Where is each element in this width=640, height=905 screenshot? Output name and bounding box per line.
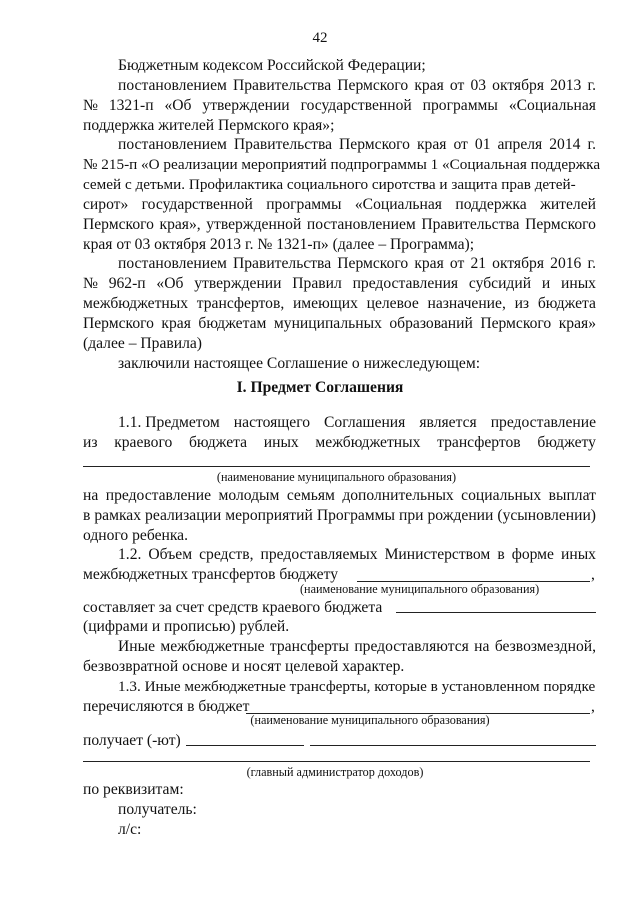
word: Правительства [421,216,520,233]
word: выплат [548,487,596,504]
word: целевое [366,295,419,312]
word: 1.2. [118,546,142,563]
word: средств, [199,546,254,563]
word: апреля [497,136,543,153]
text-line: составляет за счет средств краевого бюджета [83,599,383,616]
justified-line [118,135,596,155]
word: Правительства [233,77,332,94]
word: Пермского [337,255,409,272]
word: Программы [316,507,395,524]
justified-line [83,195,596,215]
word: дополнительных [342,487,454,504]
word: постановлением [118,136,227,153]
text-line: перечисляются в бюджет [83,698,250,715]
text-line: получатель: [118,801,197,818]
text-line: № 215-п «О реализации мероприятий подпрограммы 1 «Социальная поддержка [83,156,601,173]
text-line: заключили настоящее Соглашение о нижеследующем: [118,355,481,372]
word: бюджета [537,295,596,312]
word: «Социальная [508,97,596,114]
fill-in-line[interactable] [83,466,590,467]
word: муниципальных [273,315,382,332]
word: постановлением [118,255,227,272]
word: Министерством [384,546,491,563]
word: бюджета [188,434,248,451]
word: краевого [114,434,173,451]
word: Пермского [83,216,154,233]
page-number: 42 [312,30,328,46]
word: предоставляются [354,638,469,655]
word: края [161,315,191,332]
word: от [449,255,465,272]
word: края [414,77,444,94]
word: в [83,507,91,524]
word: бюджету [537,434,596,451]
word: субсидий [468,275,532,292]
word: в [497,546,505,563]
word: Правил [292,275,342,292]
text-line: поддержка жителей Пермского края»; [83,117,335,134]
word: утверждении [202,97,290,114]
text-line: одного ребенка. [83,527,188,544]
word: сирот» [83,196,129,213]
field-caption: (наименование муниципального образования) [250,713,490,727]
word: от [453,136,468,153]
justified-line [118,545,596,565]
word: 01 [474,136,491,153]
fill-in-line[interactable] [186,745,304,746]
word: бюджетам [198,315,267,332]
text-line: края от 03 октября 2013 г. № 1321-п» (далее – Программа); [83,236,475,253]
justified-line [118,254,596,274]
word: иных [561,275,596,292]
word: рождении [427,507,494,524]
comma: , [591,566,595,583]
justified-line [83,215,596,235]
word: из [83,434,98,451]
justified-line [118,76,596,96]
fill-in-line[interactable] [83,761,590,762]
word: предоставление [490,414,596,431]
word: форме [511,546,554,563]
justified-line [83,486,596,506]
word: Правительства [233,255,332,272]
word: 2013 [550,77,582,94]
text-line: по реквизитам: [83,781,184,798]
word: мероприятий [225,507,313,524]
word: жителей [540,196,596,213]
word: «Социальная [354,196,442,213]
text-line: получает (-ют) [83,732,181,749]
word: реализации [145,507,222,524]
word: № [83,97,98,114]
word: 2016 [550,255,582,272]
word: государственной [141,196,253,213]
word: октября [492,77,545,94]
word: постановлением [118,77,227,94]
field-caption: (главный администратор доходов) [246,765,424,779]
justified-line [83,274,596,294]
word: 03 [470,77,487,94]
justified-line [83,314,596,334]
word: Объем [148,546,193,563]
field-caption: (наименование муниципального образования) [216,470,457,484]
fill-in-line[interactable] [396,612,596,613]
word: г. [587,255,596,272]
text-line: семей с детьми. Профилактика социального сиротства и защита прав детей- [83,176,576,193]
word: Иные [118,638,156,655]
justified-line [83,294,596,314]
word: 2014 [549,136,581,153]
word: безвозмездной, [494,638,596,655]
justified-line [118,413,596,433]
justified-line [118,637,596,657]
justified-line [83,506,596,526]
word: предоставления [352,275,459,292]
word: края» [558,315,596,332]
word: Пермского [525,216,596,233]
word: поддержка [455,196,527,213]
word: 1321-п [108,97,154,114]
word: межбюджетных [315,434,421,451]
word: при [399,507,424,524]
word: г. [587,77,596,94]
word: утвержденной [206,216,302,233]
word: 962-п [108,275,146,292]
word: Пермского [480,315,552,332]
word: на [83,487,99,504]
text-line: (далее – Правила) [83,335,202,352]
word: государственной [300,97,412,114]
word: образований [389,315,473,332]
word: трансфертов [437,434,521,451]
justified-line [83,96,596,116]
word: трансферты [269,638,349,655]
word: постановлением [306,216,416,233]
justified-line [83,433,596,453]
text-line: безвозвратной основе и носят целевой характер. [83,658,405,675]
word: и [541,275,551,292]
word: межбюджетных [83,295,189,312]
section-title: I. Предмет Соглашения [236,379,404,396]
word: края [416,136,447,153]
word: Правительства [233,136,333,153]
word: Соглашения [324,414,406,431]
text-line: 1.3. Иные межбюджетные трансферты, которые в установленном порядке [118,678,596,695]
word: рамках [94,507,142,524]
fill-in-line[interactable] [310,745,596,746]
comma: , [591,698,595,715]
word: Пермского [83,315,154,332]
word: от [449,77,465,94]
word: (усыновлении) [497,507,596,524]
word: программы [422,97,498,114]
text-line: (цифрами и прописью) рублей. [83,618,290,635]
word: № [83,275,98,292]
word: иных [263,434,299,451]
word: предоставляемых [260,546,378,563]
word: иных [561,546,596,563]
word: края [414,255,444,272]
word: является [419,414,477,431]
text-line: л/с: [118,821,142,838]
word: края», [159,216,201,233]
word: молодым [218,487,280,504]
word: трансфертов, [196,295,285,312]
word: утверждении [194,275,282,292]
word: 1.1. Предметом [118,414,220,431]
word: Пермского [337,77,409,94]
word: на [474,638,490,655]
word: межбюджетные [160,638,265,655]
word: имеющих [292,295,358,312]
word: 21 [470,255,487,272]
text-line: Бюджетным кодексом Российской Федерации; [118,57,426,74]
word: программы [266,196,342,213]
word: назначение, [427,295,506,312]
word: октября [492,255,545,272]
word: г. [587,136,596,153]
word: предоставление [105,487,212,504]
word: «Об [156,275,184,292]
text-line: межбюджетных трансфертов бюджету [83,566,338,583]
word: Пермского [339,136,410,153]
word: настоящего [233,414,310,431]
word: социальных [461,487,542,504]
word: из [514,295,530,312]
word: семьям [286,487,335,504]
field-caption: (наименование муниципального образования) [300,582,540,596]
word: «Об [164,97,192,114]
